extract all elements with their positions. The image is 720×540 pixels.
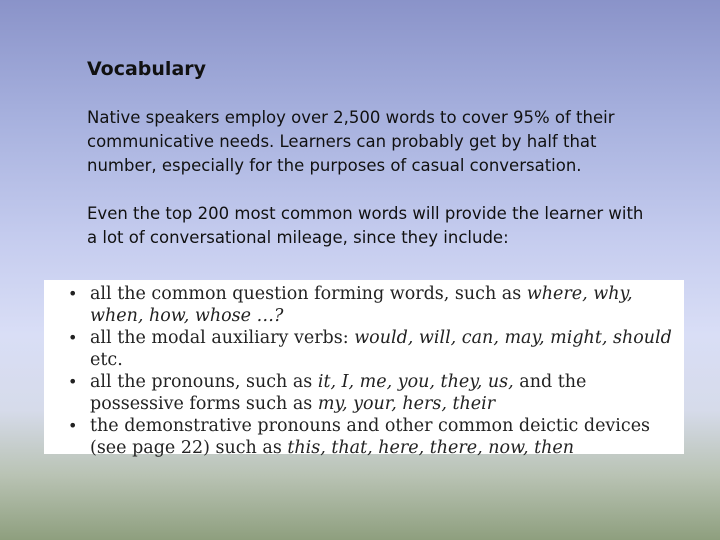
list-item-pronouns (68, 371, 674, 415)
item-lead-text: all the pronouns, such as (90, 372, 318, 392)
second-paragraph: Even the top 200 most common words will provide the learner with a lot of conversational mileage, since they include: (87, 204, 644, 247)
item-lead-text: all the modal auxiliary verbs: (90, 328, 355, 348)
item-examples-secondary: my, your, hers, their (317, 394, 496, 414)
bullet-glyph: • (68, 328, 78, 347)
intro-paragraph: Native speakers employ over 2,500 words to cover 95% of their communicative needs. Learners can probably get by half that number, especially for the purposes of casual conversation. (87, 108, 615, 175)
excerpt-list (68, 283, 674, 459)
item-lead-text: all the common question forming words, such as (90, 284, 527, 304)
bullet-glyph: • (68, 372, 78, 391)
item-lead-text: the demonstrative pronouns and other common deictic devices (see page 22) such as (90, 416, 651, 458)
item-tail-text: and the possessive forms such as (90, 372, 587, 414)
item-examples: this, that, here, there, now, then (287, 438, 575, 458)
slide-title: Vocabulary (87, 58, 207, 80)
item-examples: would, will, can, may, might, should (354, 328, 672, 348)
item-examples: it, I, me, you, they, us, (317, 372, 514, 392)
list-item-demonstratives (68, 415, 674, 459)
list-item-question-words (68, 283, 674, 327)
item-tail-text: etc. (90, 350, 123, 370)
item-examples: where, why, when, how, whose …? (90, 284, 633, 326)
bullet-glyph: • (68, 284, 78, 303)
bullet-glyph: • (68, 416, 78, 435)
book-excerpt-image (44, 280, 684, 458)
list-item-modal-verbs (68, 327, 674, 371)
